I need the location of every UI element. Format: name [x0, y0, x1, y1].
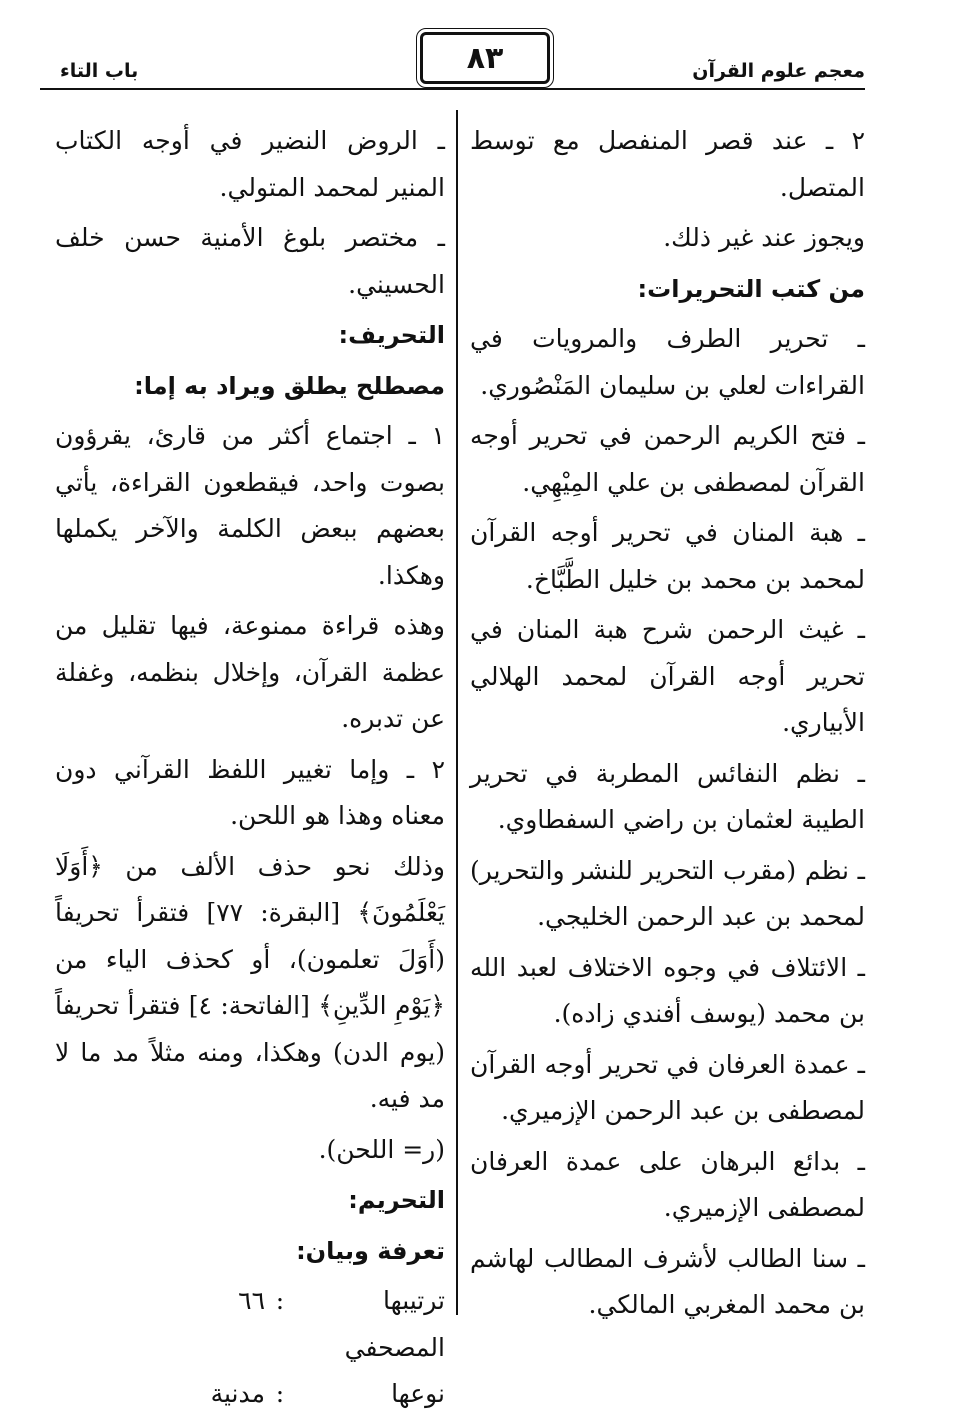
paragraph: ـ بدائع البرهان على عمدة العرفان لمصطفى الإزميري.	[470, 1146, 865, 1222]
meta-sep: :	[275, 1286, 285, 1315]
meta-row	[55, 1371, 445, 1418]
paragraph: مصطلح يطلق ويراد به إما:	[134, 371, 445, 400]
paragraph: ـ تحرير الطرف والمرويات في القراءات لعلي بن سليمان المَنْصُوري.	[470, 324, 865, 400]
left-column	[55, 118, 445, 1418]
page-number-box	[420, 32, 550, 84]
paragraph: ١ ـ اجتماع أكثر من قارئ، يقرؤون بصوت واحد، فيقطعون القراءة، يأتي بعضهم ببعض الكلمة والآخر يكملها وهكذا.	[55, 421, 445, 590]
left-paragraphs	[55, 118, 445, 1274]
header-rule	[40, 88, 865, 90]
meta-value: مدنية	[210, 1379, 265, 1408]
paragraph: ـ سنا الطالب لأشرف المطالب لهاشم بن محمد المغربي المالكي.	[470, 1243, 865, 1319]
paragraph: ـ الروض النضير في أوجه الكتاب المنير لمحمد المتولي.	[55, 126, 445, 202]
meta-value: ٦٦	[238, 1286, 265, 1315]
paragraph: وهذه قراءة ممنوعة، فيها تقليل من عظمة القرآن، وإخلال بنظمه، وغفلة عن تدبره.	[55, 611, 445, 733]
column-divider	[456, 110, 458, 1315]
paragraph: (ر= اللحن).	[318, 1134, 445, 1164]
page-number: ٨٣	[466, 40, 504, 76]
paragraph: ـ هبة المنان في تحرير أوجه القرآن لمحمد بن محمد بن خليل الطَّبَّاخ.	[470, 518, 865, 594]
meta-sep: :	[275, 1379, 285, 1408]
paragraph: ٢ ـ عند قصر المنفصل مع توسط المتصل.	[470, 126, 865, 202]
section-heading: التحريم:	[348, 1186, 445, 1214]
page-header	[40, 30, 865, 92]
meta-key: ترتيبها المصحفي	[344, 1286, 445, 1362]
paragraph: تعرفة وبيان:	[296, 1236, 445, 1265]
paragraph: ـ فتح الكريم الرحمن في تحرير أوجه القرآن لمصطفى بن علي المِيْهِي.	[470, 421, 865, 497]
paragraph: ويجوز عند غير ذلك.	[663, 223, 865, 252]
paragraph: ـ عمدة العرفان في تحرير أوجه القرآن لمصطفى بن عبد الرحمن الإزميري.	[470, 1049, 865, 1125]
meta-row	[55, 1278, 445, 1371]
paragraph: ـ الائتلاف في وجوه الاختلاف لعبد الله بن محمد (يوسف أفندي زاده).	[470, 952, 865, 1028]
paragraph: ـ مختصر بلوغ الأمنية حسن خلف الحسيني.	[55, 223, 445, 299]
book-title: معجم علوم القرآن	[692, 60, 865, 82]
paragraph: ـ غيث الرحمن شرح هبة المنان في تحرير أوجه القرآن لمحمد الهلالي الأبياري.	[470, 615, 865, 737]
chapter-title: باب التاء	[60, 60, 139, 82]
right-column	[470, 118, 865, 1333]
paragraph: ـ نظم (مقرب التحرير للنشر والتحرير) لمحمد بن عبد الرحمن الخليجي.	[470, 855, 865, 931]
meta-key: نوعها	[391, 1379, 445, 1408]
surah-meta	[55, 1278, 445, 1418]
paragraph: وذلك نحو حذف الألف من ﴿أَوَلَا يَعْلَمُونَ﴾ [البقرة: ٧٧] فتقرأ تحريفاً (أَوَلَ تعلمون)، أو كحذف الياء من ﴿يَوْمِ الدِّينِ﴾ [الفاتحة: ٤] فتقرأ تحريفاً (يوم الدن) وهكذا، ومنه مثلاً مد ما لا مد فيه.	[55, 851, 446, 1113]
section-heading: التحريف:	[338, 321, 445, 349]
paragraph: ٢ ـ وإما تغيير اللفظ القرآني دون معناه وهذا هو اللحن.	[55, 754, 445, 830]
paragraph: ـ نظم النفائس المطربة في تحرير الطيبة لعثمان بن راضي السفطاوي.	[470, 758, 865, 834]
section-heading: من كتب التحريرات:	[637, 274, 865, 303]
